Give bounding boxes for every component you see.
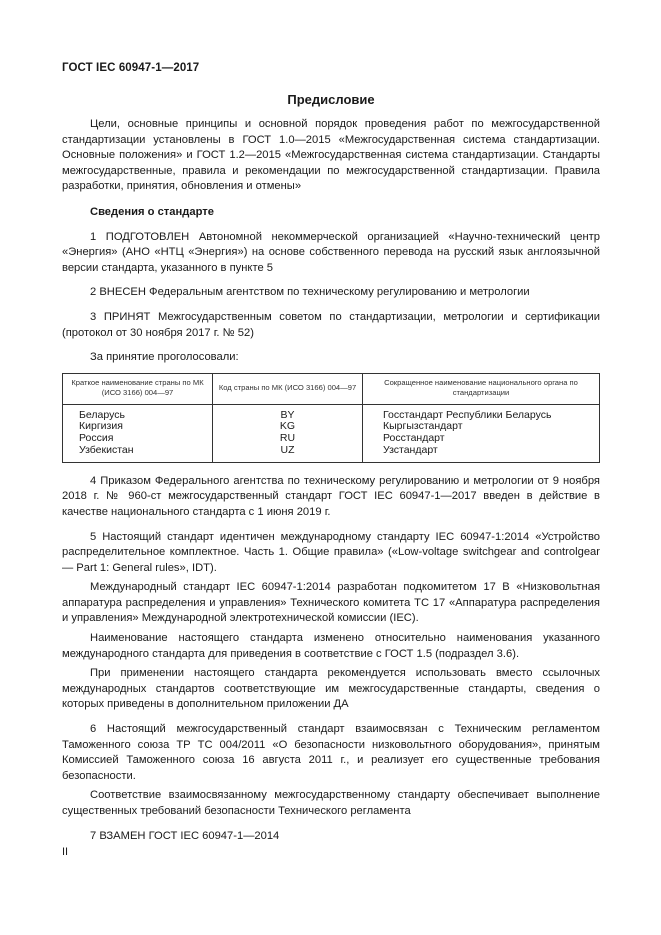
item-3-paragraph: 3 ПРИНЯТ Межгосударственным советом по стандартизации, метрологии и сертификации (протокол от 30 ноября 2017 г. № 52) (62, 310, 600, 339)
voting-table (62, 373, 600, 463)
table-header-row (63, 373, 600, 404)
country-code: UZ (280, 443, 295, 456)
item-5-name-change-paragraph: Наименование настоящего стандарта изменено относительно наименования указанного международного стандарта для приведения в соответствие с ГОСТ 1.5 (подраздел 3.6). (62, 632, 600, 660)
header-country-code: Код страны по МК (ИСО 3166) 004—97 (213, 373, 363, 404)
document-body (62, 117, 600, 844)
country-code: KG (279, 420, 296, 433)
country-name: Узбекистан (79, 443, 134, 456)
page-title: Предисловие (287, 92, 375, 107)
country-names-cell (63, 404, 213, 462)
standards-bodies-cell (363, 404, 600, 462)
standards-body: Кыргызстандарт (383, 420, 463, 433)
standards-body: Узстандарт (383, 443, 438, 456)
standards-body: Госстандарт Республики Беларусь (383, 408, 552, 421)
vote-label: За принятие проголосовали: (90, 351, 239, 364)
item-6-paragraph: 6 Настоящий межгосударственный стандарт взаимосвязан с Техническим регламентом Таможенного союза ТР ТС 004/2011 «О безопасности низковольтного оборудования», принятым Комиссией Таможенного союза 16 августа 2011 г., и реализует его существенные требования безопасности. (62, 723, 600, 782)
section-heading: Сведения о стандарте (90, 205, 214, 218)
item-6-compliance-paragraph: Соответствие взаимосвязанному межгосударственному стандарту обеспечивает выполнение существенных требований безопасности Технического регламента (62, 789, 600, 817)
item-2-paragraph: 2 ВНЕСЕН Федеральным агентством по техническому регулированию и метрологии (90, 286, 530, 299)
item-7-paragraph: 7 ВЗАМЕН ГОСТ IEC 60947-1—2014 (90, 829, 280, 842)
item-5-international-paragraph: Международный стандарт IEC 60947-1:2014 разработан подкомитетом 17 В «Низковольтная аппаратура распределения и управления» Технического комитета ТС 17 «Аппаратура распределения и управления» Международной электротехнической комиссии (IEC). (62, 581, 600, 625)
country-name: Беларусь (79, 408, 125, 421)
country-name: Россия (79, 432, 114, 445)
country-codes-cell (213, 404, 363, 462)
header-standards-body: Сокращенное наименование национального органа по стандартизации (363, 373, 600, 404)
header-country-name: Краткое наименование страны по МК (ИСО 3166) 004—97 (63, 373, 213, 404)
item-5-references-paragraph: При применении настоящего стандарта рекомендуется использовать вместо ссылочных международных стандартов соответствующие им межгосударственные стандарты, сведения о которых приведены в дополнительном приложении ДА (62, 667, 600, 711)
country-name: Киргизия (79, 420, 123, 433)
table-row (63, 404, 600, 462)
item-1-paragraph: 1 ПОДГОТОВЛЕН Автономной некоммерческой организацией «Научно-технический центр «Энергия» (АНО «НТЦ «Энергия») на основе собственного перевода на русский язык англоязычной версии стандарта, указанного в пункте 5 (62, 230, 600, 274)
item-4-paragraph: 4 Приказом Федерального агентства по техническому регулированию и метрологии от 9 ноября 2018 г. № 960-ст межгосударственный стандарт ГОСТ IEC 60947-1—2017 введен в действие в качестве национального стандарта с 1 июня 2019 г. (62, 474, 600, 518)
intro-paragraph: Цели, основные принципы и основной порядок проведения работ по межгосударственной стандартизации установлены в ГОСТ 1.0—2015 «Межгосударственная система стандартизации. Основные положения» и ГОСТ 1.2—2015 «Межгосударственная система стандартизации. Стандарты межгосударственные, правила и рекомендации по межгосударственной стандартизации. Правила разработки, принятия, обновления и отмены» (62, 118, 600, 193)
document-code: ГОСТ IEC 60947-1—2017 (62, 62, 200, 74)
standards-body: Росстандарт (383, 432, 445, 445)
item-5-paragraph: 5 Настоящий стандарт идентичен международному стандарту IEC 60947-1:2014 «Устройство распределительное комплектное. Часть 1. Общие правила» («Low-voltage switchgear and controlgear — Part 1: General rules», IDT). (62, 530, 600, 574)
country-code: BY (280, 408, 295, 421)
country-code: RU (279, 432, 296, 445)
page-number: II (62, 846, 69, 858)
